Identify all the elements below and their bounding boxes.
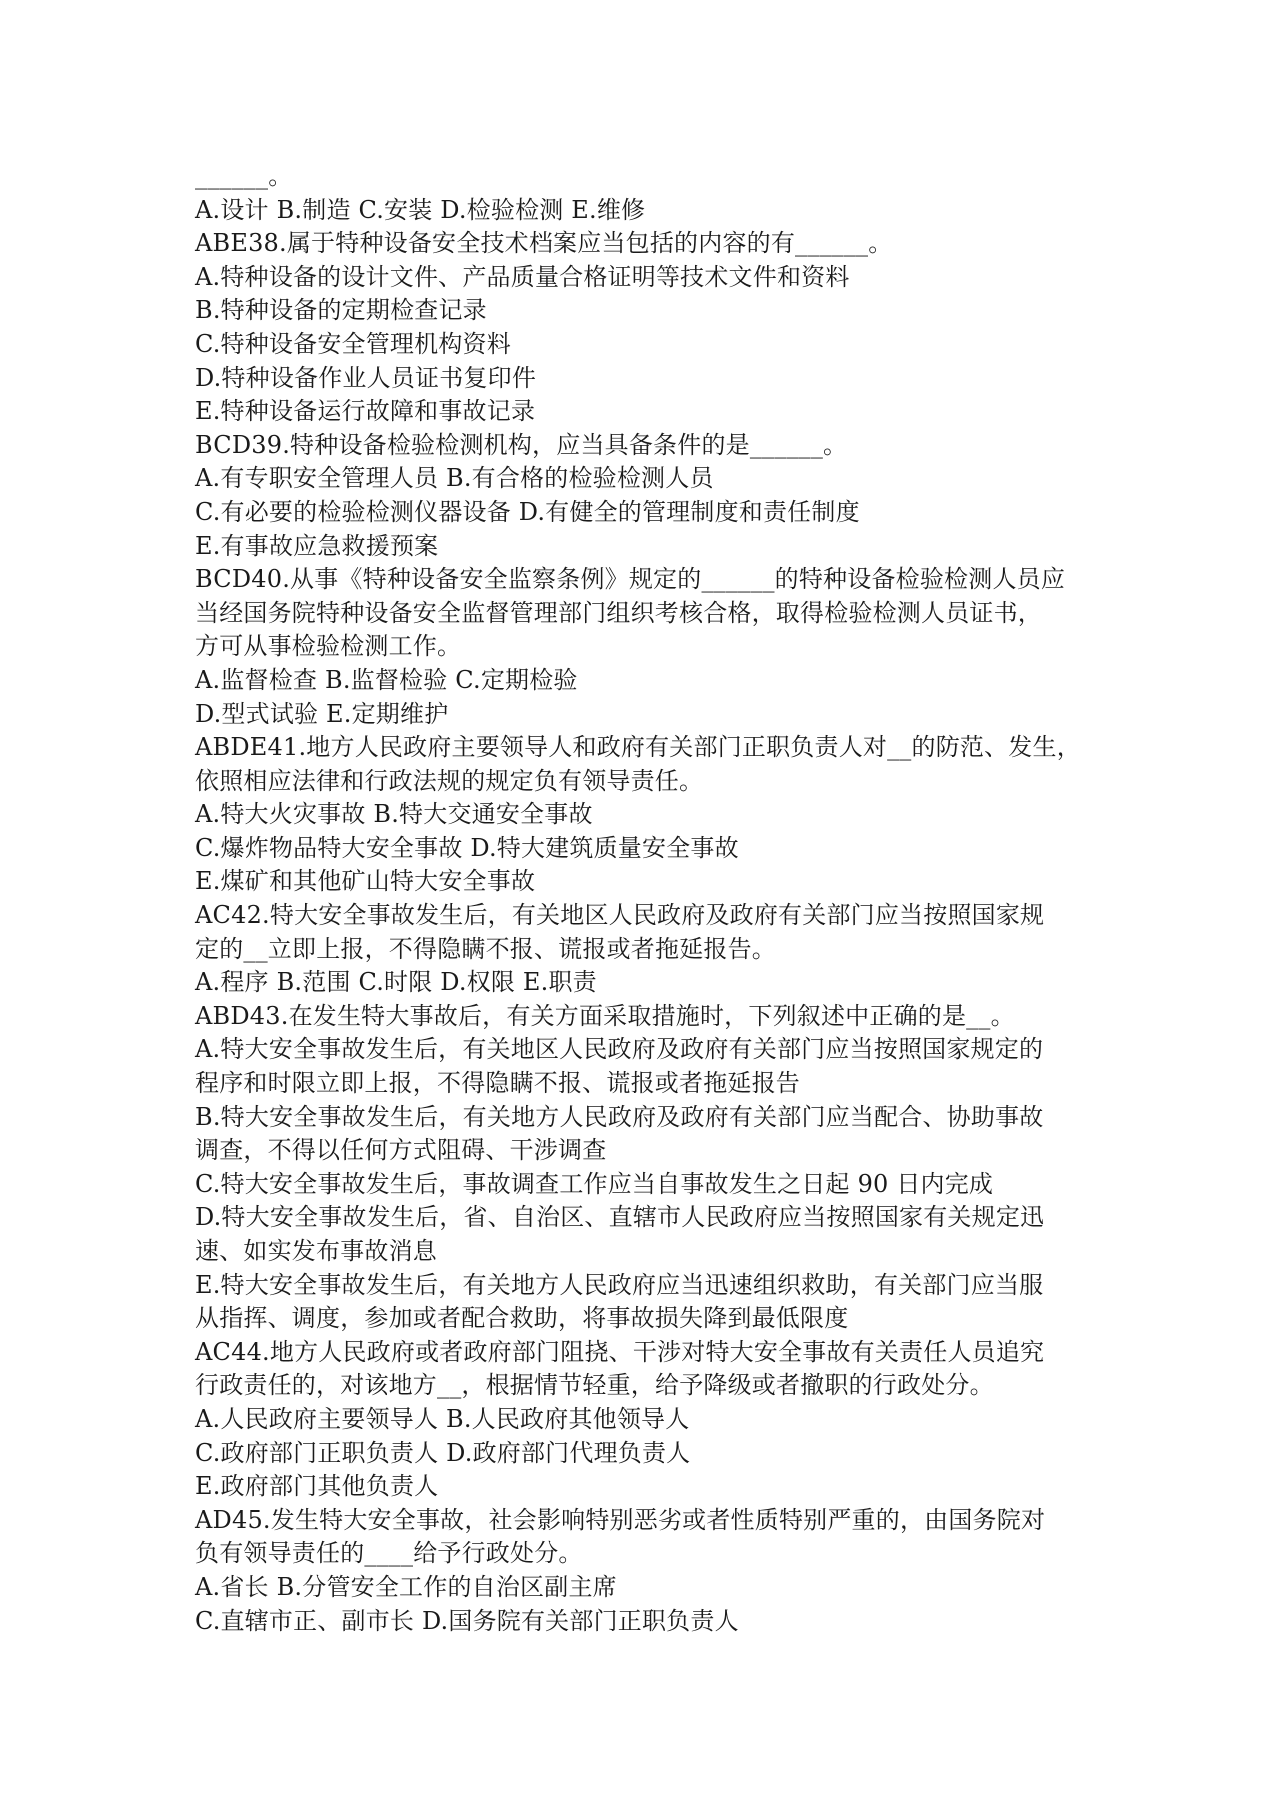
text-line: 依照相应法律和行政法规的规定负有领导责任。 — [195, 766, 704, 795]
text-line: A.人民政府主要领导人 B.人民政府其他领导人 — [195, 1404, 690, 1433]
text-line: C.特大安全事故发生后，事故调查工作应当自事故发生之日起 90 日内完成 — [195, 1169, 994, 1198]
text-line: A.特大安全事故发生后，有关地区人民政府及政府有关部门应当按照国家规定的 — [195, 1035, 1044, 1064]
text-line: AD45.发生特大安全事故，社会影响特别恶劣或者性质特别严重的，由国务院对 — [195, 1505, 1046, 1534]
text-line: C.政府部门正职负责人 D.政府部门代理负责人 — [195, 1438, 691, 1467]
text-line: BCD40.从事《特种设备安全监察条例》规定的______的特种设备检验检测人员应 — [195, 565, 1066, 594]
text-line: E.政府部门其他负责人 — [195, 1472, 439, 1501]
text-line: 从指挥、调度，参加或者配合救助，将事故损失降到最低限度 — [195, 1304, 849, 1333]
text-line: E.煤矿和其他矿山特大安全事故 — [195, 867, 536, 896]
text-line: ABD43.在发生特大事故后，有关方面采取措施时，下列叙述中正确的是__。 — [195, 1001, 1015, 1030]
text-line: 速、如实发布事故消息 — [195, 1237, 437, 1265]
text-line: A.程序 B.范围 C.时限 D.权限 E.职责 — [195, 968, 597, 997]
text-line: 定的__立即上报，不得隐瞒不报、谎报或者拖延报告。 — [195, 934, 776, 963]
text-line: C.特种设备安全管理机构资料 — [195, 329, 511, 358]
text-line: 当经国务院特种设备安全监督管理部门组织考核合格，取得检验检测人员证书， — [195, 598, 1042, 627]
text-line: A.省长 B.分管安全工作的自治区副主席 — [195, 1572, 617, 1601]
text-line: C.直辖市正、副市长 D.国务院有关部门正职负责人 — [195, 1606, 739, 1635]
text-line: C.爆炸物品特大安全事故 D.特大建筑质量安全事故 — [195, 833, 739, 862]
text-line: D.特大安全事故发生后，省、自治区、直辖市人民政府应当按照国家有关规定迅 — [195, 1203, 1045, 1232]
text-line: C.有必要的检验检测仪器设备 D.有健全的管理制度和责任制度 — [195, 497, 860, 526]
document-page — [195, 160, 1095, 1638]
text-line: ABDE41.地方人民政府主要领导人和政府有关部门正职负责人对__的防范、发生， — [195, 733, 1081, 762]
text-line: B.特大安全事故发生后，有关地方人民政府及政府有关部门应当配合、协助事故 — [195, 1102, 1044, 1131]
text-line: BCD39.特种设备检验检测机构，应当具备条件的是______。 — [195, 430, 848, 459]
text-line: D.型式试验 E.定期维护 — [195, 699, 449, 728]
text-line: 行政责任的，对该地方__，根据情节轻重，给予降级或者撤职的行政处分。 — [195, 1371, 994, 1400]
text-line: 程序和时限立即上报，不得隐瞒不报、谎报或者拖延报告 — [195, 1069, 800, 1098]
text-line: AC42.特大安全事故发生后，有关地区人民政府及政府有关部门应当按照国家规 — [195, 901, 1045, 930]
text-line: E.特大安全事故发生后，有关地方人民政府应当迅速组织救助，有关部门应当服 — [195, 1270, 1044, 1299]
text-line: A.特种设备的设计文件、产品质量合格证明等技术文件和资料 — [195, 262, 850, 291]
text-line: E.有事故应急救援预案 — [195, 531, 439, 560]
text-line: A.监督检查 B.监督检验 C.定期检验 — [195, 665, 578, 694]
text-line: A.设计 B.制造 C.安装 D.检验检测 E.维修 — [195, 195, 646, 224]
text-line: D.特种设备作业人员证书复印件 — [195, 363, 537, 392]
text-line: 负有领导责任的____给予行政处分。 — [195, 1539, 583, 1568]
text-line: 方可从事检验检测工作。 — [195, 632, 462, 661]
text-line: ______。 — [195, 162, 293, 190]
text-line: E.特种设备运行故障和事故记录 — [195, 397, 536, 426]
text-line: 调查，不得以任何方式阻碍、干涉调查 — [195, 1136, 607, 1165]
text-line: A.有专职安全管理人员 B.有合格的检验检测人员 — [195, 464, 714, 493]
text-line: A.特大火灾事故 B.特大交通安全事故 — [195, 800, 593, 829]
text-line: B.特种设备的定期检查记录 — [195, 296, 487, 325]
text-line: AC44.地方人民政府或者政府部门阻挠、干涉对特大安全事故有关责任人员追究 — [195, 1337, 1045, 1366]
text-line: ABE38.属于特种设备安全技术档案应当包括的内容的有______。 — [195, 229, 893, 258]
